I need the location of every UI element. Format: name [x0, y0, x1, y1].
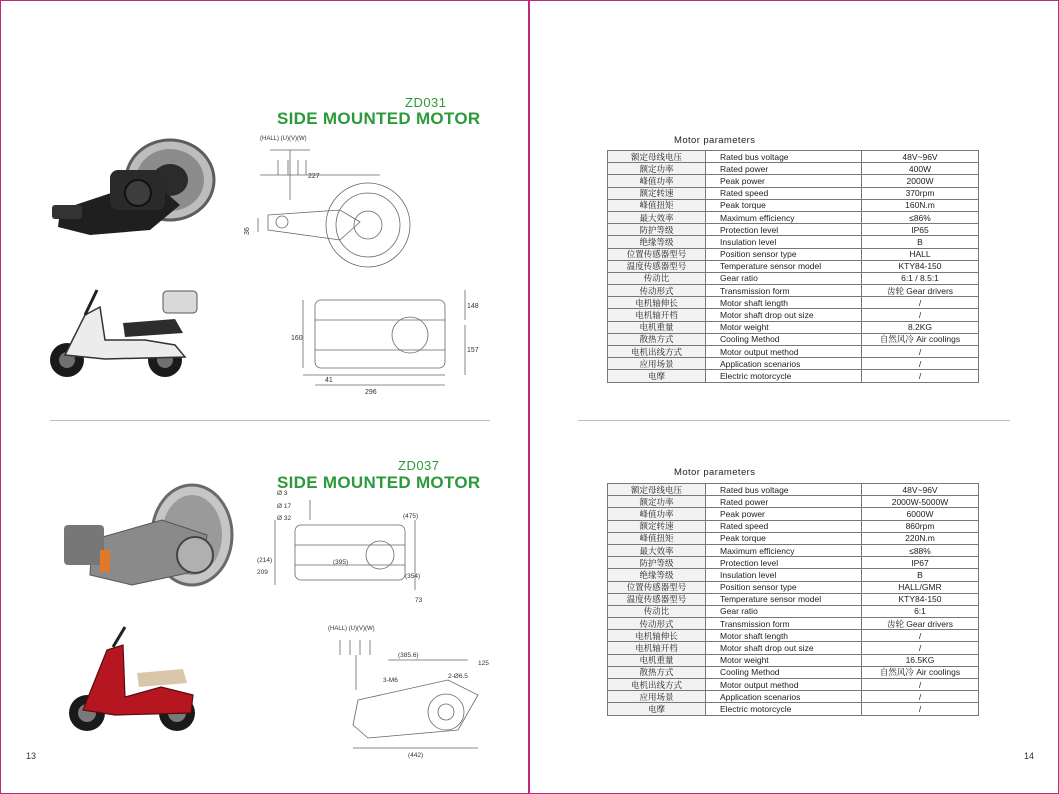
param-name-en: Protection level: [706, 224, 862, 236]
param-name-zh: 额定母线电压: [608, 151, 706, 163]
param-name-en: Rated power: [706, 496, 862, 508]
param-name-zh: 电机重量: [608, 654, 706, 666]
dim-214: (214): [257, 557, 273, 564]
dim-442: (442): [408, 752, 424, 759]
param-name-en: Motor output method: [706, 346, 862, 358]
dim-phi32: Ø 32: [277, 515, 292, 522]
param-name-zh: 电机轴开档: [608, 309, 706, 321]
param-value: 8.2KG: [862, 321, 979, 333]
param-name-zh: 位置传感器型号: [608, 581, 706, 593]
param-name-en: Transmission form: [706, 618, 862, 630]
param-value: /: [862, 346, 979, 358]
dim-148: 148: [467, 303, 479, 310]
param-value: ≤88%: [862, 544, 979, 556]
param-name-en: Position sensor type: [706, 248, 862, 260]
dim-354: (354): [405, 573, 421, 580]
param-value: B: [862, 236, 979, 248]
product-1-title: SIDE MOUNTED MOTOR: [277, 109, 481, 128]
dim-209: 209: [257, 569, 268, 576]
dim-2-phi6-5: 2-Ø6.5: [448, 673, 468, 680]
param-value: KTY84-150: [862, 593, 979, 605]
param-name-en: Rated speed: [706, 520, 862, 532]
param-name-en: Motor shaft drop out size: [706, 309, 862, 321]
param-value: /: [862, 370, 979, 382]
param-name-zh: 防护等级: [608, 557, 706, 569]
param-value: 16.5KG: [862, 654, 979, 666]
param-value: /: [862, 630, 979, 642]
param-name-en: Application scenarios: [706, 691, 862, 703]
param-value: 自然风冷 Air coolings: [862, 666, 979, 678]
table-row: [608, 679, 979, 691]
param-name-en: Temperature sensor model: [706, 593, 862, 605]
product-1-model: ZD031: [405, 95, 447, 110]
dim-36: 36: [244, 227, 251, 235]
motor-1-top-drawing: [244, 130, 485, 280]
param-name-zh: 峰值扭矩: [608, 199, 706, 211]
params-title-1: Motor parameters: [674, 135, 756, 146]
dim-385-6: (385.6): [398, 652, 419, 659]
table-row: [608, 544, 979, 556]
table-row: [608, 358, 979, 370]
param-name-zh: 应用场景: [608, 358, 706, 370]
param-name-en: Rated bus voltage: [706, 484, 862, 496]
param-value: /: [862, 679, 979, 691]
param-name-zh: 峰值扭矩: [608, 532, 706, 544]
param-name-en: Gear ratio: [706, 605, 862, 617]
param-name-zh: 传动形式: [608, 618, 706, 630]
param-name-en: Cooling Method: [706, 666, 862, 678]
param-value: /: [862, 297, 979, 309]
param-value: ≤86%: [862, 211, 979, 223]
param-name-zh: 应用场景: [608, 691, 706, 703]
page-spine: [528, 0, 530, 794]
param-name-en: Insulation level: [706, 236, 862, 248]
param-name-en: Application scenarios: [706, 358, 862, 370]
table-row: [608, 496, 979, 508]
param-name-zh: 最大效率: [608, 544, 706, 556]
param-name-zh: 电机出线方式: [608, 346, 706, 358]
dim-157: 157: [467, 347, 479, 354]
param-value: 48V~96V: [862, 151, 979, 163]
param-name-en: Gear ratio: [706, 272, 862, 284]
param-value: 400W: [862, 163, 979, 175]
param-name-en: Motor shaft length: [706, 297, 862, 309]
param-name-zh: 额定母线电压: [608, 484, 706, 496]
table-row: [608, 605, 979, 617]
params-table-2: [607, 483, 979, 716]
table-row: [608, 557, 979, 569]
param-name-en: Peak power: [706, 175, 862, 187]
param-name-zh: 电摩: [608, 703, 706, 715]
product-2-model: ZD037: [398, 458, 440, 473]
param-name-en: Transmission form: [706, 285, 862, 297]
param-name-en: Protection level: [706, 557, 862, 569]
param-value: 48V~96V: [862, 484, 979, 496]
param-name-en: Peak power: [706, 508, 862, 520]
param-name-en: Temperature sensor model: [706, 260, 862, 272]
table-row: [608, 151, 979, 163]
table-row: [608, 199, 979, 211]
motor-1-photo: [50, 135, 220, 245]
param-name-en: Maximum efficiency: [706, 211, 862, 223]
table-row: [608, 309, 979, 321]
param-value: /: [862, 358, 979, 370]
param-name-en: Position sensor type: [706, 581, 862, 593]
param-name-zh: 电机重量: [608, 321, 706, 333]
param-value: 6:1 / 8.5:1: [862, 272, 979, 284]
dim-73: 73: [415, 597, 423, 604]
dim-395: (395): [333, 559, 349, 566]
param-name-en: Electric motorcycle: [706, 703, 862, 715]
param-value: /: [862, 703, 979, 715]
param-value: 2000W: [862, 175, 979, 187]
table-row: [608, 333, 979, 345]
param-name-zh: 电机轴伸长: [608, 297, 706, 309]
param-value: 220N.m: [862, 532, 979, 544]
table-row: [608, 630, 979, 642]
table-row: [608, 532, 979, 544]
table-row: [608, 163, 979, 175]
table-row: [608, 321, 979, 333]
param-name-zh: 电机轴开档: [608, 642, 706, 654]
motor-2-top-drawing: [328, 620, 498, 760]
dim-125: 125: [478, 660, 489, 667]
param-name-zh: 散热方式: [608, 333, 706, 345]
param-value: 自然风冷 Air coolings: [862, 333, 979, 345]
param-name-zh: 绝缘等级: [608, 569, 706, 581]
table-row: [608, 666, 979, 678]
motor-2-side-drawing: [255, 490, 430, 610]
table-row: [608, 285, 979, 297]
param-name-en: Motor weight: [706, 654, 862, 666]
param-name-zh: 温度传感器型号: [608, 260, 706, 272]
param-name-zh: 传动比: [608, 272, 706, 284]
param-name-en: Rated speed: [706, 187, 862, 199]
param-name-en: Maximum efficiency: [706, 544, 862, 556]
table-row: [608, 520, 979, 532]
page-number-right: 14: [1024, 751, 1035, 761]
dim-296: 296: [365, 389, 377, 396]
param-name-en: Motor output method: [706, 679, 862, 691]
param-name-en: Rated bus voltage: [706, 151, 862, 163]
table-row: [608, 569, 979, 581]
params-title-2: Motor parameters: [674, 467, 756, 478]
param-name-zh: 额定转速: [608, 520, 706, 532]
table-row: [608, 175, 979, 187]
dim-475: (475): [403, 513, 419, 520]
dim-160: 160: [291, 335, 303, 342]
param-value: B: [862, 569, 979, 581]
param-name-zh: 电摩: [608, 370, 706, 382]
param-value: IP67: [862, 557, 979, 569]
param-name-zh: 峰值功率: [608, 175, 706, 187]
param-value: 2000W-5000W: [862, 496, 979, 508]
right-page-divider: [578, 420, 1010, 421]
param-name-en: Motor weight: [706, 321, 862, 333]
page-border-left: [0, 0, 1, 794]
scooter-1-photo: [45, 285, 200, 380]
param-name-en: Motor shaft drop out size: [706, 642, 862, 654]
dim-227: 227: [308, 173, 320, 180]
table-row: [608, 236, 979, 248]
param-name-zh: 绝缘等级: [608, 236, 706, 248]
param-name-en: Rated power: [706, 163, 862, 175]
param-name-zh: 位置传感器型号: [608, 248, 706, 260]
table-row: [608, 272, 979, 284]
dim-phi17: Ø 17: [277, 503, 292, 510]
param-value: 齿轮 Gear drivers: [862, 618, 979, 630]
table-row: [608, 346, 979, 358]
dim-41: 41: [325, 377, 333, 384]
table-row: [608, 593, 979, 605]
table-row: [608, 642, 979, 654]
param-value: KTY84-150: [862, 260, 979, 272]
param-value: 370rpm: [862, 187, 979, 199]
table-row: [608, 260, 979, 272]
motor-2-photo: [62, 480, 237, 590]
param-name-zh: 传动比: [608, 605, 706, 617]
param-name-zh: 额定转速: [608, 187, 706, 199]
param-value: 160N.m: [862, 199, 979, 211]
table-row: [608, 211, 979, 223]
param-name-en: Electric motorcycle: [706, 370, 862, 382]
param-value: /: [862, 309, 979, 321]
param-name-zh: 额定功率: [608, 496, 706, 508]
param-value: 6000W: [862, 508, 979, 520]
table-row: [608, 703, 979, 715]
param-value: HALL/GMR: [862, 581, 979, 593]
param-name-zh: 最大效率: [608, 211, 706, 223]
table-row: [608, 370, 979, 382]
table-row: [608, 187, 979, 199]
param-name-zh: 峰值功率: [608, 508, 706, 520]
scooter-2-photo: [65, 625, 200, 740]
table-row: [608, 654, 979, 666]
param-value: /: [862, 691, 979, 703]
table-row: [608, 508, 979, 520]
param-name-zh: 额定功率: [608, 163, 706, 175]
param-value: /: [862, 642, 979, 654]
page-number-left: 13: [26, 751, 37, 761]
dim-3-m6: 3-M6: [383, 677, 398, 684]
param-name-zh: 散热方式: [608, 666, 706, 678]
param-value: 6:1: [862, 605, 979, 617]
param-name-zh: 电机出线方式: [608, 679, 706, 691]
table-row: [608, 618, 979, 630]
product-2-title: SIDE MOUNTED MOTOR: [277, 473, 481, 492]
table-row: [608, 581, 979, 593]
param-name-zh: 电机轴伸长: [608, 630, 706, 642]
param-name-en: Cooling Method: [706, 333, 862, 345]
params-table-1: [607, 150, 979, 383]
param-name-en: Motor shaft length: [706, 630, 862, 642]
param-value: IP65: [862, 224, 979, 236]
param-name-zh: 防护等级: [608, 224, 706, 236]
motor-1-side-drawing: [291, 280, 485, 400]
table-row: [608, 691, 979, 703]
param-name-en: Peak torque: [706, 532, 862, 544]
param-name-zh: 传动形式: [608, 285, 706, 297]
param-value: HALL: [862, 248, 979, 260]
table-row: [608, 297, 979, 309]
param-value: 860rpm: [862, 520, 979, 532]
param-name-en: Peak torque: [706, 199, 862, 211]
dim-phi3: Ø 3: [277, 490, 288, 497]
param-name-zh: 温度传感器型号: [608, 593, 706, 605]
table-row: [608, 224, 979, 236]
table-row: [608, 248, 979, 260]
wiring-label-1: (HALL) (U)(V)(W): [260, 136, 307, 142]
wiring-label-2: (HALL) (U)(V)(W): [328, 626, 375, 632]
param-value: 齿轮 Gear drivers: [862, 285, 979, 297]
left-page-divider: [50, 420, 490, 421]
table-row: [608, 484, 979, 496]
param-name-en: Insulation level: [706, 569, 862, 581]
